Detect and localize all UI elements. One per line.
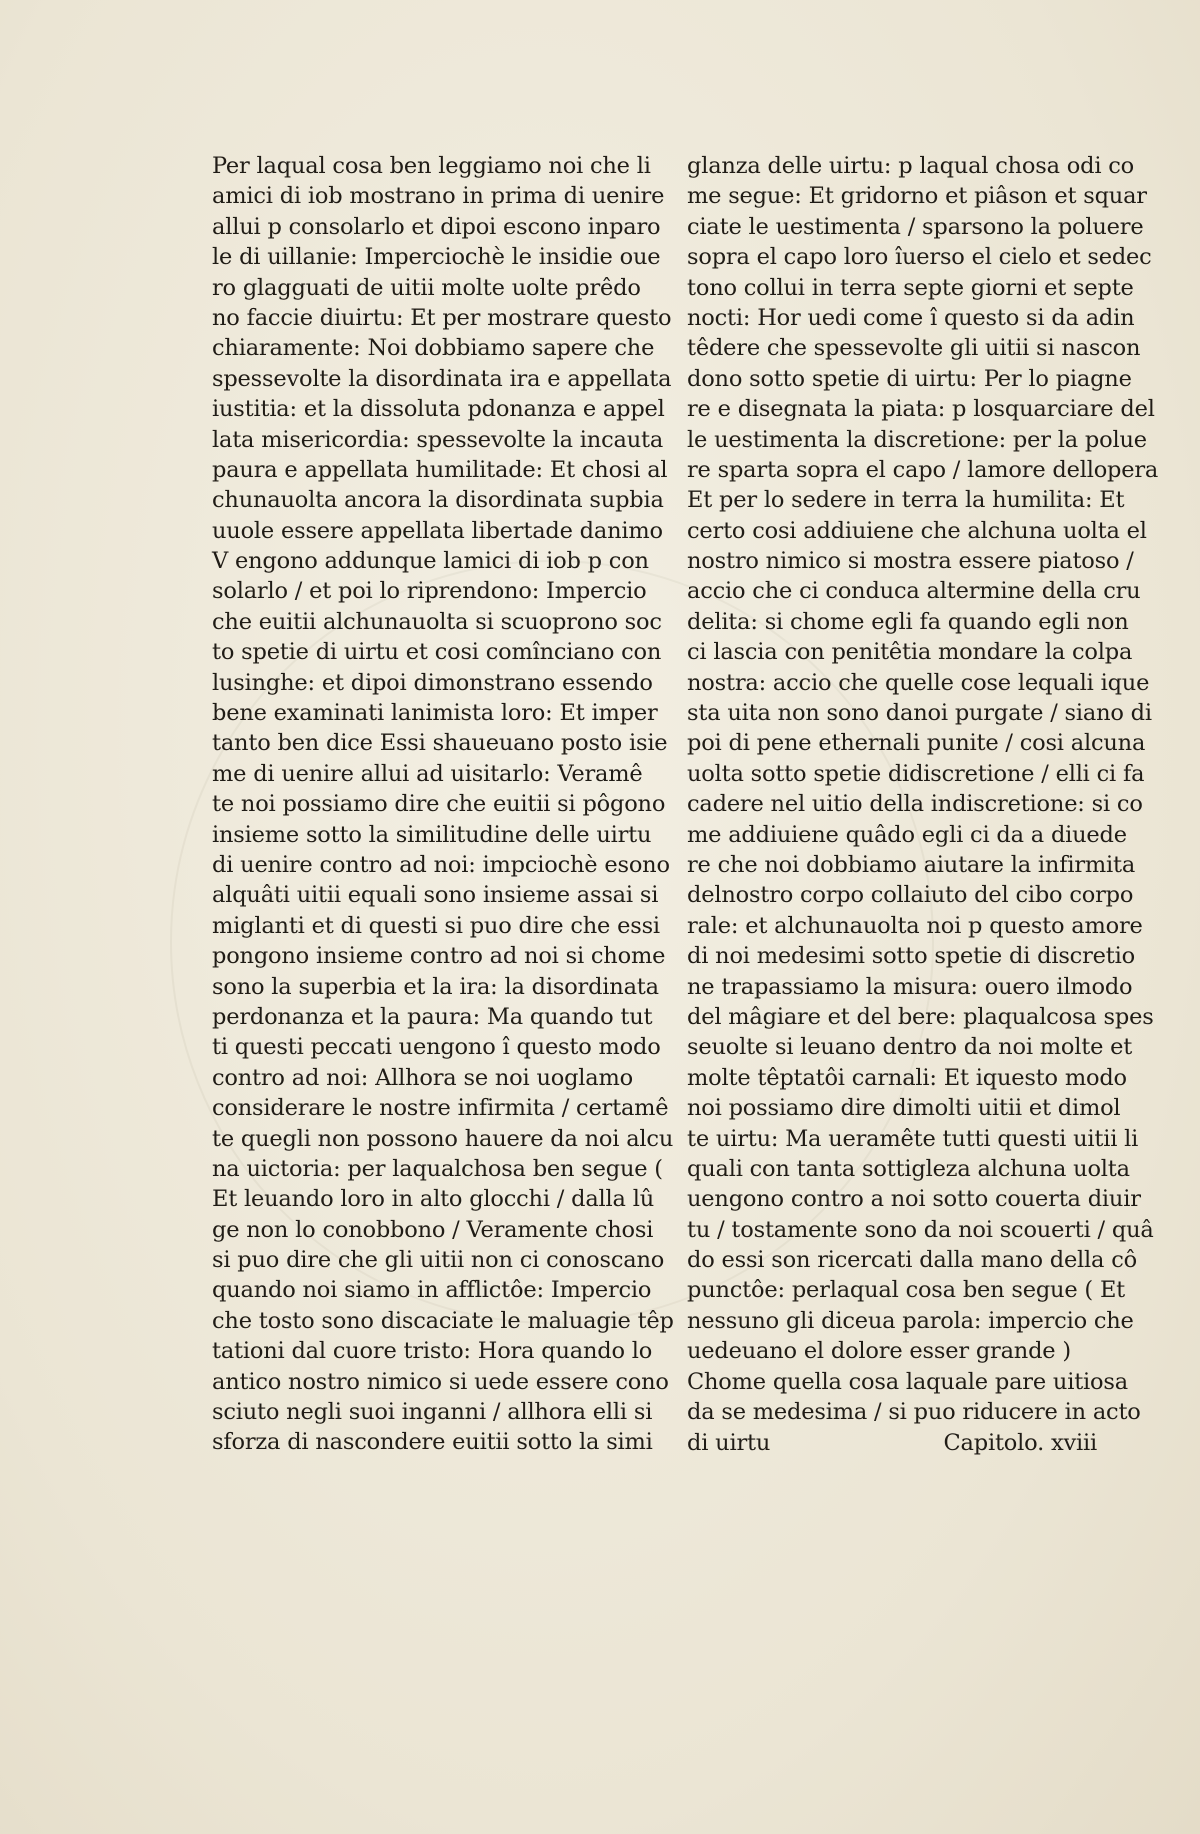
text-line: di noi medesimi sotto spetie di discretio — [687, 943, 1135, 970]
text-line: certo cosi addiuiene che alchuna uolta el — [687, 517, 1147, 544]
text-line: re sparta sopra el capo / lamore dellopera — [687, 456, 1159, 483]
text-line: Per laqual cosa ben leggiamo noi che li — [212, 153, 651, 179]
text-line: ci lascia con penitêtia mondare la colpa — [687, 639, 1133, 666]
tail-text: di uirtu — [687, 1430, 771, 1456]
text-line: ti questi peccati uengono î questo modo — [212, 1034, 661, 1061]
text-line: delnostro corpo collaiuto del cibo corpo — [687, 882, 1134, 909]
text-line: têdere che spessevolte gli uitii si nascon — [687, 335, 1141, 362]
text-line: chunauolta ancora la disordinata supbia — [212, 487, 664, 514]
text-line: no faccie diuirtu: Et per mostrare questo — [212, 304, 672, 331]
text-line: Chome quella cosa laquale pare uitiosa — [687, 1368, 1128, 1395]
text-line: na uictoria: per laqualchosa ben segue ( — [212, 1155, 663, 1182]
text-line: glanza delle uirtu: p laqual chosa odi co — [687, 153, 1135, 179]
text-line: da se medesima / si puo riducere in acto — [687, 1399, 1141, 1426]
text-line: sta uita non sono danoi purgate / siano di — [687, 700, 1152, 727]
column-tail — [687, 1428, 1107, 1458]
text-line: lusinghe: et dipoi dimonstrano essendo — [212, 669, 653, 696]
text-line: uolta sotto spetie didiscretione / elli ci fa — [687, 760, 1145, 787]
text-line: uengono contro a noi sotto couerta diuir — [687, 1186, 1141, 1213]
text-line: me addiuiene quâdo egli ci da a diuede — [687, 821, 1127, 848]
text-line: considerare le nostre infirmita / certamê — [212, 1095, 669, 1122]
text-line: spessevolte la disordinata ira e appellata — [212, 365, 672, 392]
text-line: del mâgiare et del bere: plaqualcosa spes — [687, 1003, 1154, 1030]
text-line: insieme sotto la similitudine delle uirtu — [212, 821, 652, 848]
text-line: noi possiamo dire dimolti uitii et dimol — [687, 1095, 1121, 1122]
text-line: che euitii alchunauolta si scuoprono soc — [212, 608, 662, 635]
text-line: di uenire contro ad noi: impciochè esono — [212, 851, 670, 878]
text-line: che tosto sono discaciate le maluagie têp — [212, 1307, 674, 1334]
text-line: paura e appellata humilitade: Et chosi al — [212, 456, 668, 483]
text-line: te noi possiamo dire che euitii si pôgono — [212, 791, 666, 818]
text-line: iustitia: et la dissoluta pdonanza e appel — [212, 396, 665, 423]
text-line: re e disegnata la piata: p losquarciare del — [687, 396, 1155, 423]
text-line: molte têptatôi carnali: Et iquesto modo — [687, 1064, 1127, 1091]
text-line: me di uenire allui ad uisitarlo: Veramê — [212, 760, 643, 787]
text-line: do essi son ricercati dalla mano della cô — [687, 1247, 1137, 1274]
text-line: tationi dal cuore tristo: Hora quando lo — [212, 1338, 653, 1365]
text-line: uedeuano el dolore esser grande ) — [687, 1338, 1071, 1365]
text-line: V engono addunque lamici di iob p con — [212, 548, 649, 575]
text-line: le uestimenta la discretione: per la polue — [687, 426, 1147, 453]
text-line: allui p consolarlo et dipoi escono inparo — [212, 213, 661, 240]
text-line: alquâti uitii equali sono insieme assai si — [212, 882, 659, 909]
text-line: miglanti et di questi si puo dire che essi — [212, 912, 660, 939]
text-line: sono la superbia et la ira: la disordinata — [212, 973, 659, 1000]
text-line: Et leuando loro in alto glocchi / dalla lû — [212, 1186, 654, 1213]
text-line: delita: si chome egli fa quando egli non — [687, 608, 1129, 635]
text-line: contro ad noi: Allhora se noi uoglamo — [212, 1064, 634, 1091]
text-line: nostro nimico si mostra essere piatoso / — [687, 548, 1134, 575]
text-line: tu / tostamente sono da noi scouerti / quâ — [687, 1216, 1154, 1243]
text-line: cadere nel uitio della indiscretione: si co — [687, 791, 1143, 818]
text-line: nessuno gli diceua parola: impercio che — [687, 1307, 1134, 1334]
text-line: tono collui in terra septe giorni et septe — [687, 274, 1134, 301]
text-line: solarlo / et poi lo riprendono: Impercio — [212, 578, 647, 605]
text-line: accio che ci conduca altermine della cru — [687, 578, 1141, 605]
text-line: pongono insieme contro ad noi si chome — [212, 943, 666, 970]
text-line: chiaramente: Noi dobbiamo sapere che — [212, 335, 655, 362]
text-line: quali con tanta sottigleza alchuna uolta — [687, 1155, 1130, 1182]
text-line: ne trapassiamo la misura: ouero ilmodo — [687, 973, 1133, 1000]
text-line: bene examinati lanimista loro: Et imper — [212, 700, 658, 727]
text-line: re che noi dobbiamo aiutare la infirmita — [687, 851, 1136, 878]
text-line: nostra: accio che quelle cose lequali ique — [687, 669, 1150, 696]
text-line: ciate le uestimenta / sparsono la poluere — [687, 213, 1144, 240]
text-line: punctôe: perlaqual cosa ben segue ( Et — [687, 1277, 1126, 1304]
text-line: seuolte si leuano dentro da noi molte et — [687, 1034, 1133, 1061]
text-line: lata misericordia: spessevolte la incauta — [212, 426, 664, 453]
text-line: me segue: Et gridorno et piâson et squar — [687, 183, 1147, 210]
text-line: antico nostro nimico si uede essere cono — [212, 1368, 669, 1395]
text-line: le di uillanie: Imperciochè le insidie oue — [212, 244, 661, 271]
text-line: amici di iob mostrano in prima di uenire — [212, 183, 665, 210]
text-line: sforza di nascondere euitii sotto la simi — [212, 1429, 653, 1456]
text-line: uuole essere appellata libertade danimo — [212, 517, 663, 544]
text-line: ge non lo conobbono / Veramente chosi — [212, 1216, 654, 1243]
text-line: ro glagguati de uitii molte uolte prêdo — [212, 274, 641, 301]
text-line: Et per lo sedere in terra la humilita: Et — [687, 487, 1125, 514]
text-column-left — [212, 151, 674, 1458]
text-line: te quegli non possono hauere da noi alcu — [212, 1125, 674, 1152]
text-line: nocti: Hor uedi come î questo si da adin — [687, 304, 1135, 331]
text-line: to spetie di uirtu et cosi comînciano con — [212, 639, 662, 666]
chapter-heading: Capitolo. xviii — [943, 1430, 1097, 1456]
text-column-right — [687, 151, 1159, 1427]
text-line: quando noi siamo in afflictôe: Impercio — [212, 1277, 652, 1304]
text-line: te uirtu: Ma ueramête tutti questi uitii li — [687, 1125, 1139, 1152]
text-line: tanto ben dice Essi shaueuano posto isie — [212, 730, 668, 757]
text-line: sopra el capo loro îuerso el cielo et sedec — [687, 244, 1152, 271]
text-line: poi di pene ethernali punite / cosi alcuna — [687, 730, 1146, 757]
text-line: si puo dire che gli uitii non ci conoscano — [212, 1247, 665, 1274]
text-line: sciuto negli suoi inganni / allhora elli si — [212, 1399, 653, 1426]
text-line: dono sotto spetie di uirtu: Per lo piagne — [687, 365, 1132, 392]
text-line: rale: et alchunauolta noi p questo amore — [687, 912, 1143, 939]
text-line: perdonanza et la paura: Ma quando tut — [212, 1003, 653, 1030]
